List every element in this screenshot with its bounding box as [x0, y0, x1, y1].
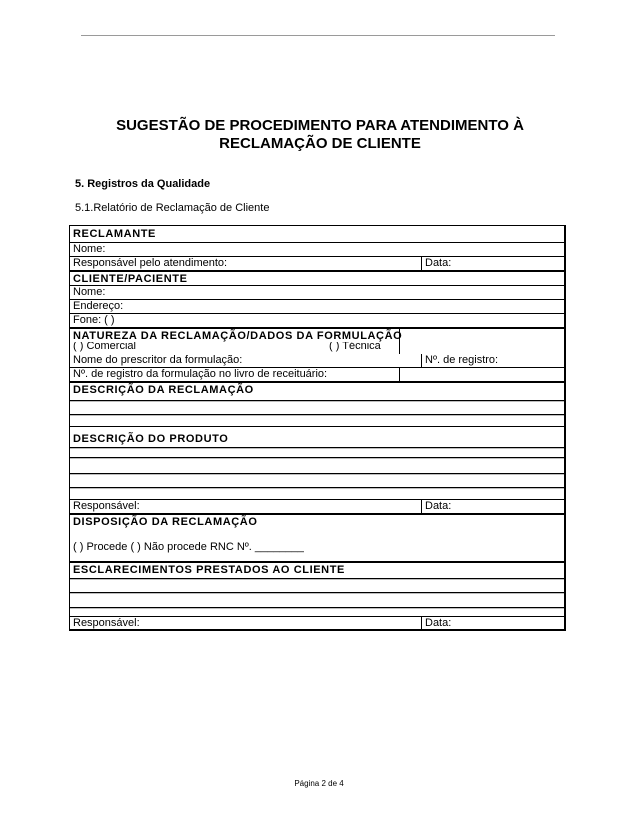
reclamante-header-row: [70, 226, 564, 242]
complaint-description-line[interactable]: [70, 414, 564, 426]
product-description-line[interactable]: [70, 487, 564, 499]
client-phone-row[interactable]: [70, 313, 564, 327]
clarifications-date-label: Data:: [425, 617, 452, 629]
reclamante-name-row[interactable]: [70, 242, 564, 256]
product-responsible-row[interactable]: [70, 499, 564, 513]
complaint-form-table: [69, 225, 566, 631]
formula-record-label: Nº. de registro da formulação no livro de receituário:: [73, 368, 328, 380]
nature-header: NATUREZA DA RECLAMAÇÃO/DADOS DA FORMULAÇÃO: [73, 330, 403, 342]
attendant-label: Responsável pelo atendimento:: [73, 257, 228, 269]
commercial-option[interactable]: ( ) Comercial: [73, 342, 136, 352]
disposition-options-row[interactable]: [70, 530, 564, 561]
page-number: Página 2 de 4: [294, 779, 344, 788]
reclamante-header: RECLAMANTE: [73, 228, 156, 240]
client-header: CLIENTE/PACIENTE: [73, 273, 188, 285]
product-date-label: Data:: [425, 500, 452, 512]
client-address-row[interactable]: [70, 299, 564, 313]
client-header-row: [70, 270, 564, 285]
clarifications-line[interactable]: [70, 578, 564, 592]
client-address-label: Endereço:: [73, 300, 124, 312]
complaint-description-header-row: [70, 381, 564, 400]
disposition-options[interactable]: ( ) Procede ( ) Não procede RNC Nº. ________: [73, 541, 304, 553]
client-name-row[interactable]: [70, 285, 564, 299]
product-description-line[interactable]: [70, 457, 564, 473]
clarifications-line[interactable]: [70, 607, 564, 616]
prescriber-label: Nome do prescritor da formulação:: [73, 354, 243, 366]
product-description-header-row: [70, 426, 564, 447]
formula-record-row[interactable]: [70, 367, 564, 381]
reclamante-date-label: Data:: [425, 257, 452, 269]
technical-option[interactable]: ( ) Técnica: [329, 342, 381, 352]
clarifications-responsible-row[interactable]: [70, 616, 564, 630]
clarifications-header: ESCLARECIMENTOS PRESTADOS AO CLIENTE: [73, 564, 345, 576]
product-description-line[interactable]: [70, 473, 564, 487]
disposition-header: DISPOSIÇÃO DA RECLAMAÇÃO: [73, 516, 258, 528]
subsection-heading: 5.1.Relatório de Reclamação de Cliente: [75, 202, 270, 214]
title-line-2: RECLAMAÇÃO DE CLIENTE: [219, 135, 421, 152]
reclamante-name-label: Nome:: [73, 243, 106, 255]
clarifications-responsible-label: Responsável:: [73, 617, 140, 629]
client-name-label: Nome:: [73, 286, 106, 298]
complaint-description-line[interactable]: [70, 400, 564, 414]
section-heading: 5. Registros da Qualidade: [75, 178, 211, 190]
product-description-header: DESCRIÇÃO DO PRODUTO: [73, 433, 229, 445]
nature-header-row: [70, 327, 564, 342]
registration-label: Nº. de registro:: [425, 354, 499, 366]
disposition-header-row: [70, 513, 564, 530]
prescriber-row[interactable]: [70, 354, 564, 367]
client-phone-label: Fone: ( ): [73, 314, 115, 326]
product-description-line[interactable]: [70, 447, 564, 457]
header-rule: [81, 35, 555, 36]
product-responsible-label: Responsável:: [73, 500, 140, 512]
nature-type-row: [70, 342, 564, 354]
complaint-description-header: DESCRIÇÃO DA RECLAMAÇÃO: [73, 384, 254, 396]
document-title: [70, 117, 570, 153]
reclamante-attendant-row[interactable]: [70, 256, 564, 270]
title-line-1: SUGESTÃO DE PROCEDIMENTO PARA ATENDIMENTO À: [116, 117, 524, 134]
clarifications-line[interactable]: [70, 592, 564, 607]
clarifications-header-row: [70, 561, 564, 578]
